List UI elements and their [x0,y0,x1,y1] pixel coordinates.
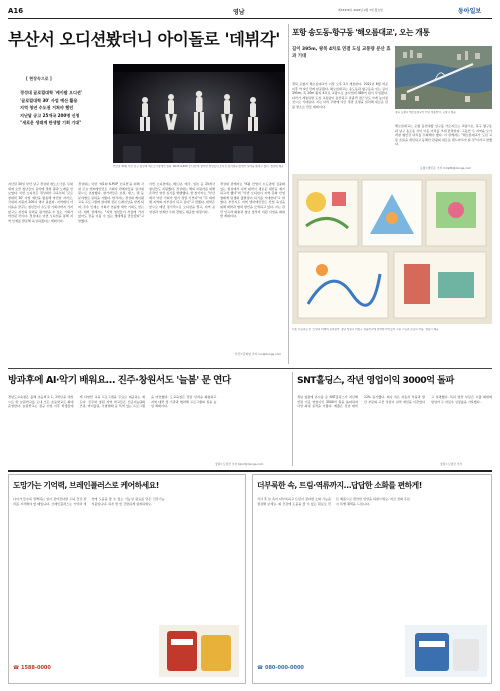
story1-dek [20,89,108,127]
story3-caption: 서툰 손글씨로 쓴 '소망과 미래의 길라잡이' 경남 창원시 의창구 늘봄학교에 참여한 아이들이 그린 그림과 손글씨 작품. 창원시 제공 [292,328,439,331]
dek-line: 지역 청년 수도권 거쳐야 했던 [20,105,74,111]
ad-brain-plus [8,474,246,684]
story1-body-col1: 지난달 30일 부산 남구 경성대 예노소극장. 무대 위에 오른 청년들이 음악에 맞춰 춤과 노래를 선보였다. 이번 오디션은 경성대가 교육부의 '글로컬대학 30' 사업 예산을 활용해 마련한 자리로, 국내외 지원자 200여 명이 몰렸다. 지역에서 아이돌을 꿈꾸는 청년들이 수도권 기획사까지 가지 않고도 자신의 실력을 평가받을 수 있는 기회가 마련된 것이다. 경성대는 이번 오디션을 통해 지역 인재를 발굴해 육성하겠다는 계획이다. [8,182,73,223]
audition-stage-photo [113,64,285,163]
story2-body: 경북 포항시 해오름대교가 이달 오후 2시 개통한다. 2021년 6월 착공 이후 약 4년 만에 완공됐다. 해오름대교는 송도동과 항구동을 잇는 길이 395m, 폭 20m 왕복 4차로 교량으로 총사업비 480억 원이 투입됐다. 다리가 개통되면 도심 교통량이 분산되고 관광객 접근성도 크게 높아질 것으로 기대된다. 시는 다리 주변에 야간 경관 조명을 설치해 새로운 관광 명소로 만들 계획이다. [292,82,388,109]
story4-reporter: 창원=도영진 기자 0jin2@donga.com [215,462,264,466]
ad2-phone: ☎ 080-000-0000 [257,665,304,671]
story5-headline: SNT홀딩스, 작년 영업이익 3000억 돌파 [297,375,454,386]
story2-reporter: 포항=명민준 기자 mmj86@donga.com [420,166,472,170]
ad2-headline: 더부룩한 속, 트림·역류까지…답답한 소화를 편하게! [257,481,422,490]
ad1-phone: ☎ 1588-0000 [13,665,51,671]
story4-headline: 방과후에 AI·악기 배워요… 진주·창원서도 '늘봄' 문 연다 [8,375,231,386]
story1-body-col2: 경성대는 이번 '제1회 K-POP 오디션'을 위해 국내 주요 엔터테인먼트 기획사 관계자들을 심사위원으로 초청했다. 참가자들은 보컬, 댄스, 랩 등 분야별로 실력을 겨뤘다. 합격자는 경성대 케이팝 교육 프로그램에 참여해 전문 트레이닝을 받게 되며, 우수 인재는 기획사 연습생 계약 기회도 얻는다. 대학 관계자는 "지역 청년들이 서울에 가지 않아도 꿈을 이룰 수 있는 생태계를 만들겠다"고 말했다. [78,182,144,223]
page-header [8,6,492,18]
story1-body-col4: 경성대 관계자는 "K팝 산업이 수도권에 집중돼 있는 현실에서 지역 대학이 새로운 대안을 제시하고자 했다"며 "이번 오디션이 지역 문화 산업 생태계 탄생의 출발점이 되기를 기대한다"고 밝혔다. 부산시도 지역 엔터테인먼트 산업 육성을 위해 대학과 협력 방안을 모색하고 있다. 시는 관련 인프라 확충과 청년 창작자 지원 사업을 확대할 계획이다. [220,182,285,219]
dek-line: '글로컬대학 30' 사업 예산 활용 [20,97,78,103]
childrens-drawings-photo [292,174,492,324]
story1-kicker: [ 현장속으로 ] [26,76,52,81]
dek-line: "새로운 생태계 탄생할 기회 기대" [20,120,82,126]
story4-body: 경남도교육청은 올해 초등학교 1, 2학년을 대상으로 한 늘봄학교를 도내 모든 초등학교로 확대 운영한다. 늘봄학교는 정규 수업 이후 학생들에게 다양한 교육 프로그램을 무료로 제공하는 제도다. 진주와 창원 지역 학교들은 인공지능(AI) 코딩, 바이올린, 우쿨렐레 등 특색 있는 프로그램을 마련했다. 도교육청은 전담 인력을 확충하고 지역 대학 및 기관과 협력해 프로그램의 질을 높일 계획이다. [8,395,217,409]
ad1-headline: 도망가는 기억력, 브레인플러스로 케어하세요! [13,481,159,490]
section-name: 영남 [233,9,245,16]
column-divider [288,24,289,364]
ad-top-rule [8,470,492,472]
ad2-product-image [405,625,487,677]
story1-body-col3: 이번 오디션에는 베트남, 태국, 일본 등 25개국 청년들도 지원했다. 경성대는 해외 지원자를 위해 온라인 영상 심사를 병행했다. 한 참가자는 "부산에서 이런 기회가 생겨 정말 기쁘다"며 "꼭 데뷔해 지역의 자부심이 되고 싶다"고 말했다. 대학은 앞으로 매년 정기적으로 오디션을 열고, 지역 공연장과 연계한 무대 경험도 제공할 예정이다. [149,182,215,214]
story2-subhead: 길이 395m, 왕복 4차로 연결 도심 교통량 분산 효과 기대 [292,47,391,59]
story2-headline: 포항 송도동-항구동 '해오름대교', 오는 개통 [292,28,430,37]
story1-reporter: 부산=김화영 기자 run@donga.com [235,352,282,356]
ad2-body: 식사 후 늘 속이 더부룩하고 트림이 잦다면 소화 기능을 점검해 보세요. 위 건강에 도움을 줄 수 있는 원료로 만든 제품으로 편안한 일상을 되찾으세요. 지금 전화 주문 시 특별 혜택을 드립니다. [257,497,410,506]
issue-date: 제33436호 2025년 2월 7일 월요일 [338,8,383,12]
ad1-product-image [159,625,239,677]
page-number: A16 [8,7,24,15]
dek-line: 지난달 공고 25개국 200명 신청 [20,112,80,118]
story5-reporter: 창원=도영진 기자 [440,462,463,466]
story1-photo-caption: 지난달 30일 부산 남구 경성대 예노소극장에서 열린 '2025 K-POP 오디션'에 참가한 청년들이 오디션 심사위원 앞에서 실력을 뽐내고 있다. 경성대 제공 [113,165,284,168]
ad1-body: 나이가 들수록 깜빡하는 일이 잦아진다면 두뇌 건강 관리를 시작해야 할 때입니다. 브레인플러스는 기억력 개선에 도움을 줄 수 있는 기능성 원료를 담은 건강기능식품입니다. 하루 한 번 간편하게 섭취하세요. [13,497,165,506]
bridge-aerial-photo [395,46,492,109]
story5-body: 경남 창원에 본사를 둔 SNT홀딩스가 지난해 연결 기준 영업이익 3000억 원을 돌파하며 사상 최대 실적을 거뒀다. 매출은 전년 대비 12% 증가했다. 회사 측은 자동차 부품과 방산 부문의 고른 성장이 실적 개선을 이끌었다고 설명했다. 특히 방산 부문은 수출 확대에 힘입어 두 자릿수 성장률을 기록했다. [297,395,492,409]
brand-logo: 동아일보 [458,8,482,15]
ad-digestion [252,474,492,684]
story1-headline: 부산서 오디션봤더니 아이돌로 '데뷔각' [8,30,280,49]
header-rule [8,18,492,19]
column-divider [292,372,293,466]
dek-line: 경성대 글로컬대학 '케이팝 오디션' [20,90,83,95]
story2-body2: 해오름대교는 포항 동빈내항 입구를 가로지르는 교량으로, 북구 항구동과 남구 송도동 사이 이동 거리를 크게 단축한다. 그동안 두 지역을 오가려면 형산강 다리를 우회해야 했다. 시 관계자는 "해오름대교가 도심 교통 흐름을 개선하고 동해안 관광의 새로운 랜드마크가 될 것"이라고 말했다. [395,124,492,147]
story2-photo-caption: 경북 포항시 해오름대교가 이달 개통한다. 포항시 제공 [395,111,456,114]
section-divider [8,368,492,369]
